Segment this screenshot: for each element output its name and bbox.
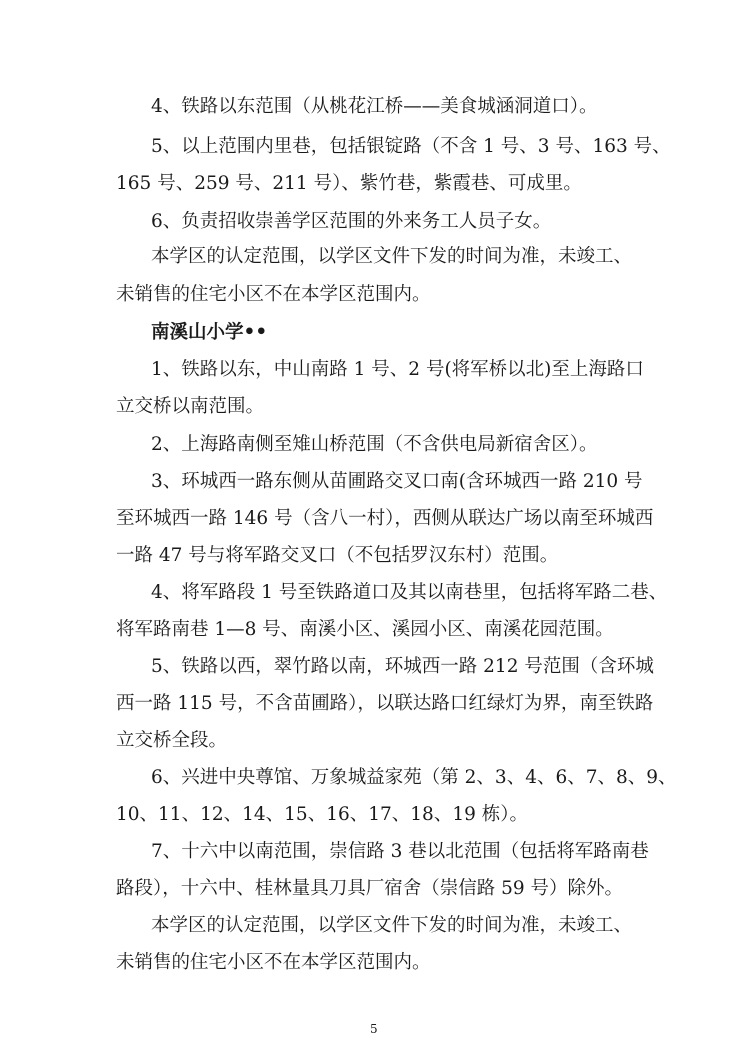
- school-item-5-line-3: 立交桥全段。: [116, 730, 228, 751]
- school-item-4-line-1: 4、将军路段 1 号至铁路道口及其以南巷里，包括将军路二巷、: [151, 582, 668, 603]
- range-item-5-line-1: 5、以上范围内里巷，包括银锭路（不含 1 号、3 号、163 号、: [151, 136, 671, 157]
- school-item-1-line-2: 立交桥以南范围。: [116, 396, 265, 417]
- school-item-5-line-2: 西一路 115 号，不含苗圃路），以联达路口红绿灯为界，南至铁路: [116, 693, 654, 714]
- school-item-7-line-2: 路段），十六中、桂林量具刀具厂宿舍（崇信路 59 号）除外。: [116, 878, 624, 899]
- school-note-line-1: 本学区的认定范围，以学区文件下发的时间为准，未竣工、: [151, 915, 633, 936]
- school-heading: 南溪山小学••: [151, 322, 268, 343]
- school-item-5-line-1: 5、铁路以西，翠竹路以南，环城西一路 212 号范围（含环城: [151, 656, 654, 677]
- school-item-1-line-1: 1、铁路以东，中山南路 1 号、2 号(将军桥以北)至上海路口: [151, 359, 644, 380]
- district-note-line-1: 本学区的认定范围，以学区文件下发的时间为准，未竣工、: [151, 246, 633, 267]
- school-item-3-line-2: 至环城西一路 146 号（含八一村），西侧从联达广场以南至环城西: [116, 508, 654, 529]
- school-item-2: 2、上海路南侧至雉山桥范围（不含供电局新宿舍区）。: [151, 434, 598, 455]
- school-note-line-2: 未销售的住宅小区不在本学区范围内。: [116, 952, 431, 973]
- range-item-4: 4、铁路以东范围（从桃花江桥——美食城涵洞道口）。: [151, 96, 598, 117]
- page-number: 5: [370, 1022, 378, 1036]
- range-item-6: 6、负责招收崇善学区范围的外来务工人员子女。: [151, 211, 552, 232]
- district-note-line-2: 未销售的住宅小区不在本学区范围内。: [116, 284, 431, 305]
- school-item-4-line-2: 将军路南巷 1—8 号、南溪小区、溪园小区、南溪花园范围。: [116, 619, 614, 640]
- school-item-3-line-1: 3、环城西一路东侧从苗圃路交叉口南(含环城西一路 210 号: [151, 471, 643, 492]
- range-item-5-line-2: 165 号、259 号、211 号）、紫竹巷，紫霞巷、可成里。: [116, 173, 582, 194]
- school-item-7-line-1: 7、十六中以南范围，崇信路 3 巷以北范围（包括将军路南巷: [151, 841, 649, 862]
- school-item-6-line-2: 10、11、12、14、15、16、17、18、19 栋）。: [116, 804, 528, 825]
- school-item-3-line-3: 一路 47 号与将军路交叉口（不包括罗汉东村）范围。: [116, 545, 559, 566]
- school-item-6-line-1: 6、兴进中央尊馆、万象城益家苑（第 2、3、4、6、7、8、9、: [151, 767, 677, 788]
